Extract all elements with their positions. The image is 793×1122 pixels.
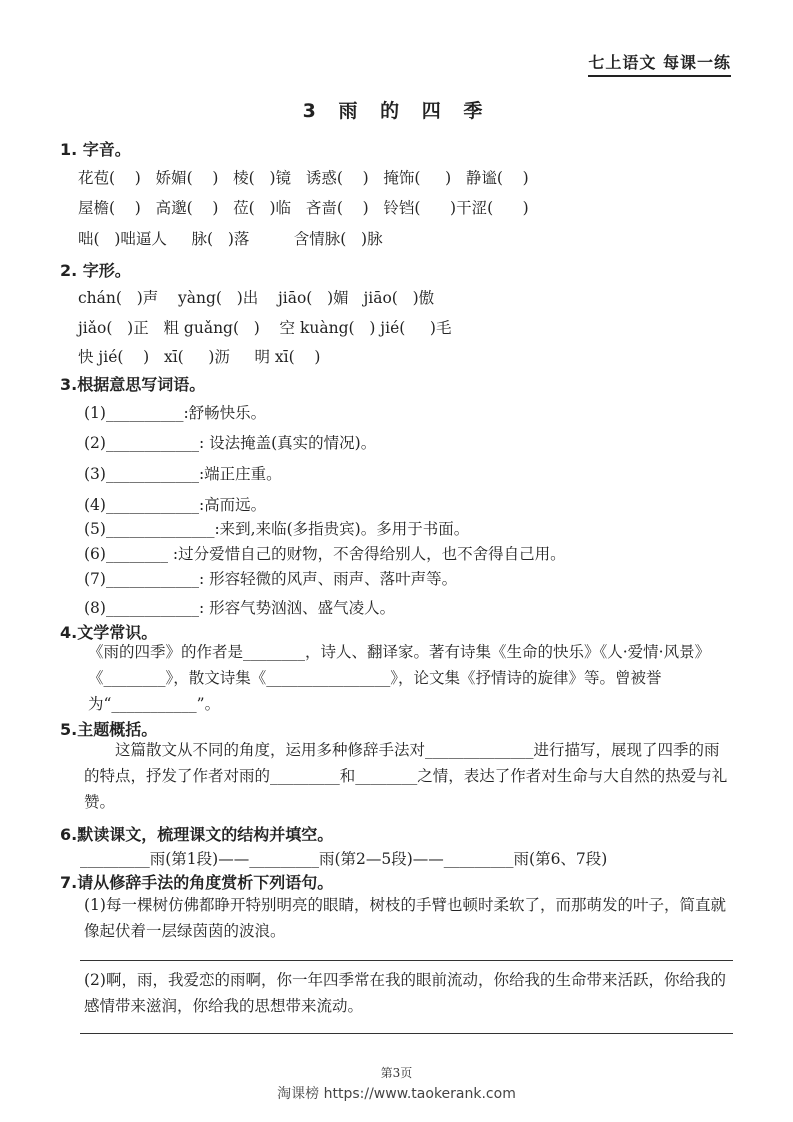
- rhetoric-question-2-text: (2)啊，雨，我爱恋的雨啊，你一年四季常在我的眼前流动，你给我的生命带来活跃，你给我的感情带来滋润，你给我的思想带来流动。: [84, 971, 726, 1015]
- section-rhetoric-heading: 7.请从修辞手法的角度赏析下列语句。: [60, 873, 334, 892]
- section-word-heading: 3.根据意思写词语。: [60, 375, 206, 394]
- glyph-line-3: 快 jié( ) xī( )沥 明 xī( ): [78, 348, 321, 366]
- section-pronunciation-heading: 1. 字音。: [60, 140, 131, 159]
- literature-text: 《雨的四季》的作者是________，诗人、翻译家。著有诗集《生命的快乐》《人·爱情·风景》《________》，散文诗集《________________》，论文集《抒情诗的旋律》等。曾被誉为“___________”。: [88, 643, 711, 713]
- answer-line-2: [80, 1033, 733, 1034]
- word-item-8: (8)____________: 形容气势汹汹、盛气凌人。: [84, 599, 396, 617]
- section-literature-heading: 4.文学常识。: [60, 623, 158, 642]
- word-item-7: (7)____________: 形容轻微的风声、雨声、落叶声等。: [84, 570, 458, 588]
- rhetoric-question-1-text: (1)每一棵树仿佛都睁开特别明亮的眼睛，树枝的手臂也顿时柔软了，而那萌发的叶子，简直就像起伏着一层绿茵茵的波浪。: [84, 896, 726, 940]
- glyph-line-1: chán( )声 yàng( )出 jiāo( )媚 jiāo( )傲: [78, 289, 435, 307]
- site-watermark: 淘课榜 https://www.taokerank.com: [277, 1086, 516, 1102]
- theme-text: 这篇散文从不同的角度，运用多种修辞手法对______________进行描写，展现了四季的雨的特点，抒发了作者对雨的_________和________之情，表达了作者对生命与大自然的热爱与礼赞。: [84, 741, 728, 811]
- section-glyph-heading: 2. 字形。: [60, 261, 131, 280]
- lesson-title: 3 雨 的 四 季: [302, 100, 491, 122]
- word-item-2: (2)____________: 设法掩盖(真实的情况)。: [84, 434, 377, 452]
- glyph-line-2: jiǎo( )正 粗 guǎng( ) 空 kuàng( ) jié( )毛: [78, 319, 452, 337]
- word-item-6: (6)________ :过分爱惜自己的财物，不舍得给别人，也不舍得自己用。: [84, 545, 566, 563]
- theme-paragraph: [84, 737, 734, 815]
- word-item-1: (1)__________:舒畅快乐。: [84, 404, 267, 422]
- rhetoric-question-1: [84, 892, 734, 944]
- word-item-3: (3)____________:端正庄重。: [84, 465, 282, 483]
- section-structure-heading: 6.默读课文，梳理课文的结构并填空。: [60, 825, 334, 844]
- section-theme-heading: 5.主题概括。: [60, 720, 158, 739]
- pronunciation-line-3: 咄( )咄逼人 脉( )落 含情脉( )脉: [78, 230, 383, 248]
- word-item-5: (5)______________:来到,来临(多指贵宾)。多用于书面。: [84, 520, 470, 538]
- word-item-4: (4)____________:高而远。: [84, 496, 267, 514]
- rhetoric-question-2: [84, 967, 734, 1019]
- series-header: 七上语文 每课一练: [588, 50, 731, 77]
- pronunciation-line-1: 花苞( ) 娇媚( ) 棱( )镜 诱惑( ) 掩饰( ) 静谧( ): [78, 169, 529, 187]
- page-number: 第3页: [380, 1066, 413, 1080]
- literature-paragraph: [88, 639, 734, 717]
- pronunciation-line-2: 屋檐( ) 高邈( ) 莅( )临 吝啬( ) 铃铛( )干涩( ): [78, 199, 529, 217]
- structure-line: _________雨(第1段)——_________雨(第2—5段)——_________雨(第6、7段): [80, 850, 608, 868]
- answer-line-1: [80, 960, 733, 961]
